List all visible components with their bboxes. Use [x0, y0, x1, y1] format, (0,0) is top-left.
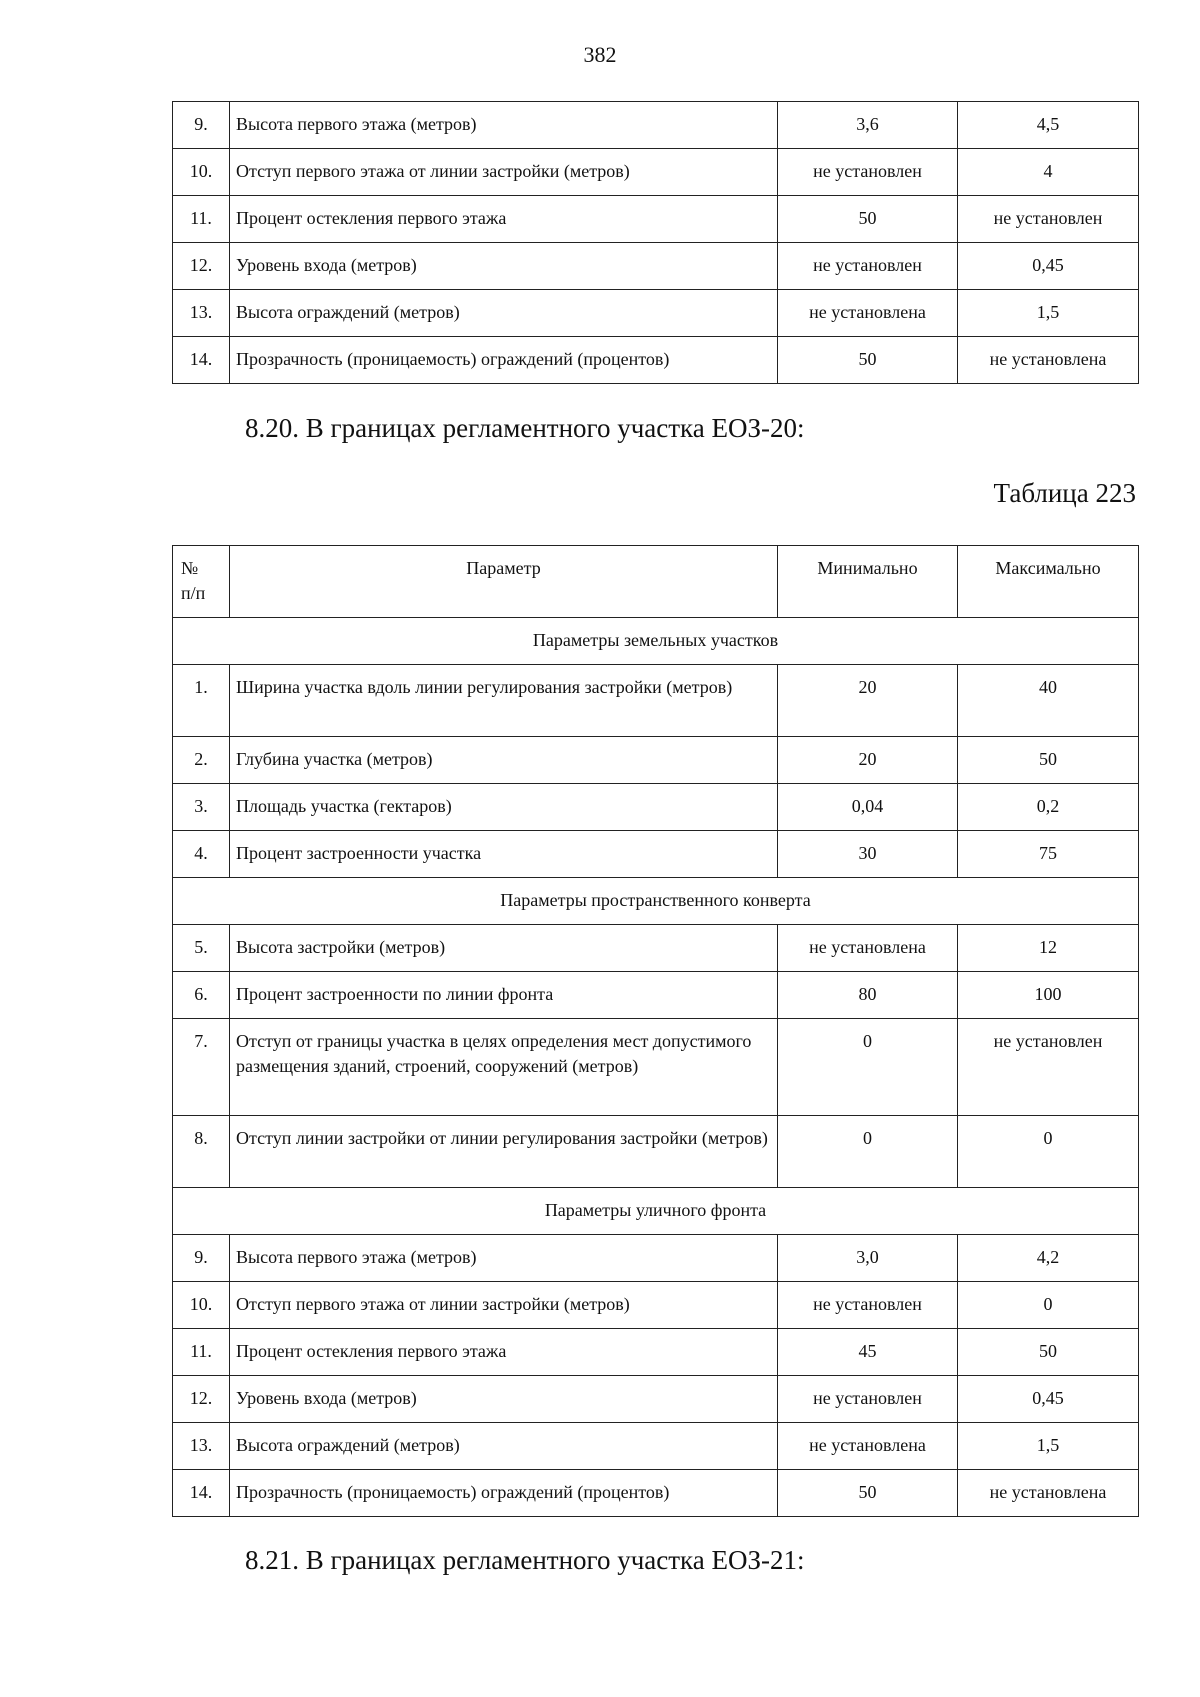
- row-parameter: Уровень входа (метров): [230, 1376, 778, 1423]
- row-max-value: 4,2: [958, 1235, 1139, 1282]
- table-row: [173, 1470, 1139, 1517]
- row-max-value: не установлен: [958, 1019, 1139, 1116]
- row-min-value: 45: [778, 1329, 958, 1376]
- table-row: [173, 831, 1139, 878]
- table-row: [173, 925, 1139, 972]
- row-max-value: 50: [958, 1329, 1139, 1376]
- row-min-value: 20: [778, 665, 958, 737]
- header-num-line2: п/п: [181, 583, 206, 603]
- table-row: [173, 737, 1139, 784]
- row-min-value: 0,04: [778, 784, 958, 831]
- row-min-value: не установлена: [778, 290, 958, 337]
- row-number: 11.: [173, 196, 230, 243]
- group-title: Параметры земельных участков: [173, 618, 1139, 665]
- table-row: [173, 665, 1139, 737]
- row-number: 12.: [173, 243, 230, 290]
- continued-parameters-table: [172, 101, 1139, 384]
- row-number: 14.: [173, 1470, 230, 1517]
- header-max: Максимально: [958, 546, 1139, 618]
- row-min-value: 20: [778, 737, 958, 784]
- table-row: [173, 1116, 1139, 1188]
- table-223: [172, 545, 1139, 1517]
- table-row: [173, 337, 1139, 384]
- row-parameter: Отступ от границы участка в целях определения мест допустимого размещения зданий, строений, сооружений (метров): [230, 1019, 778, 1116]
- row-min-value: не установлен: [778, 149, 958, 196]
- header-min: Минимально: [778, 546, 958, 618]
- row-number: 4.: [173, 831, 230, 878]
- table-row: [173, 102, 1139, 149]
- row-number: 13.: [173, 1423, 230, 1470]
- table-row: [173, 149, 1139, 196]
- row-max-value: 1,5: [958, 290, 1139, 337]
- row-number: 13.: [173, 290, 230, 337]
- row-max-value: 0,45: [958, 243, 1139, 290]
- row-max-value: 0: [958, 1116, 1139, 1188]
- table-row: [173, 196, 1139, 243]
- row-number: 11.: [173, 1329, 230, 1376]
- table-row: [173, 784, 1139, 831]
- row-parameter: Отступ первого этажа от линии застройки (метров): [230, 149, 778, 196]
- row-min-value: 30: [778, 831, 958, 878]
- row-number: 2.: [173, 737, 230, 784]
- row-number: 6.: [173, 972, 230, 1019]
- row-min-value: 3,6: [778, 102, 958, 149]
- row-max-value: 12: [958, 925, 1139, 972]
- header-num: [173, 546, 230, 618]
- row-parameter: Отступ линии застройки от линии регулирования застройки (метров): [230, 1116, 778, 1188]
- group-title-row: [173, 1188, 1139, 1235]
- row-parameter: Процент остекления первого этажа: [230, 196, 778, 243]
- row-number: 1.: [173, 665, 230, 737]
- row-max-value: 100: [958, 972, 1139, 1019]
- row-parameter: Площадь участка (гектаров): [230, 784, 778, 831]
- row-number: 10.: [173, 149, 230, 196]
- table-row: [173, 1329, 1139, 1376]
- row-parameter: Глубина участка (метров): [230, 737, 778, 784]
- row-number: 8.: [173, 1116, 230, 1188]
- row-max-value: 4,5: [958, 102, 1139, 149]
- row-min-value: не установлена: [778, 925, 958, 972]
- row-number: 9.: [173, 102, 230, 149]
- row-parameter: Уровень входа (метров): [230, 243, 778, 290]
- page-number: 382: [583, 42, 617, 67]
- section-heading-8-20: 8.20. В границах регламентного участка ЕОЗ-20:: [245, 413, 805, 443]
- table-row: [173, 972, 1139, 1019]
- row-max-value: 75: [958, 831, 1139, 878]
- row-max-value: 4: [958, 149, 1139, 196]
- row-min-value: 50: [778, 196, 958, 243]
- table-row: [173, 243, 1139, 290]
- row-number: 7.: [173, 1019, 230, 1116]
- row-max-value: 50: [958, 737, 1139, 784]
- table-row: [173, 1019, 1139, 1116]
- row-max-value: не установлен: [958, 196, 1139, 243]
- table-row: [173, 1282, 1139, 1329]
- row-number: 10.: [173, 1282, 230, 1329]
- table-caption: Таблица 223: [993, 478, 1136, 508]
- row-parameter: Процент остекления первого этажа: [230, 1329, 778, 1376]
- row-min-value: 3,0: [778, 1235, 958, 1282]
- row-parameter: Высота ограждений (метров): [230, 290, 778, 337]
- table-header-row: [173, 546, 1139, 618]
- row-max-value: не установлена: [958, 337, 1139, 384]
- row-max-value: 1,5: [958, 1423, 1139, 1470]
- row-min-value: не установлен: [778, 1282, 958, 1329]
- group-title: Параметры пространственного конверта: [173, 878, 1139, 925]
- row-min-value: 80: [778, 972, 958, 1019]
- group-title-row: [173, 878, 1139, 925]
- group-title-row: [173, 618, 1139, 665]
- group-title: Параметры уличного фронта: [173, 1188, 1139, 1235]
- row-parameter: Ширина участка вдоль линии регулирования застройки (метров): [230, 665, 778, 737]
- row-parameter: Отступ первого этажа от линии застройки (метров): [230, 1282, 778, 1329]
- row-min-value: 0: [778, 1116, 958, 1188]
- row-max-value: 40: [958, 665, 1139, 737]
- row-min-value: не установлена: [778, 1423, 958, 1470]
- header-num-line1: №: [181, 558, 199, 578]
- table-row: [173, 290, 1139, 337]
- section-heading-8-21: 8.21. В границах регламентного участка ЕОЗ-21:: [245, 1545, 805, 1575]
- row-max-value: 0,2: [958, 784, 1139, 831]
- row-number: 14.: [173, 337, 230, 384]
- row-min-value: 50: [778, 337, 958, 384]
- row-max-value: 0: [958, 1282, 1139, 1329]
- row-min-value: не установлен: [778, 1376, 958, 1423]
- table-row: [173, 1376, 1139, 1423]
- row-number: 5.: [173, 925, 230, 972]
- row-parameter: Высота ограждений (метров): [230, 1423, 778, 1470]
- row-parameter: Процент застроенности участка: [230, 831, 778, 878]
- row-max-value: не установлена: [958, 1470, 1139, 1517]
- row-min-value: 50: [778, 1470, 958, 1517]
- row-parameter: Высота застройки (метров): [230, 925, 778, 972]
- table-row: [173, 1235, 1139, 1282]
- row-min-value: 0: [778, 1019, 958, 1116]
- row-parameter: Процент застроенности по линии фронта: [230, 972, 778, 1019]
- row-max-value: 0,45: [958, 1376, 1139, 1423]
- row-parameter: Высота первого этажа (метров): [230, 1235, 778, 1282]
- row-parameter: Прозрачность (проницаемость) ограждений (процентов): [230, 337, 778, 384]
- table-row: [173, 1423, 1139, 1470]
- row-min-value: не установлен: [778, 243, 958, 290]
- row-number: 3.: [173, 784, 230, 831]
- row-number: 9.: [173, 1235, 230, 1282]
- row-parameter: Высота первого этажа (метров): [230, 102, 778, 149]
- row-number: 12.: [173, 1376, 230, 1423]
- header-param: Параметр: [230, 546, 778, 618]
- row-parameter: Прозрачность (проницаемость) ограждений (процентов): [230, 1470, 778, 1517]
